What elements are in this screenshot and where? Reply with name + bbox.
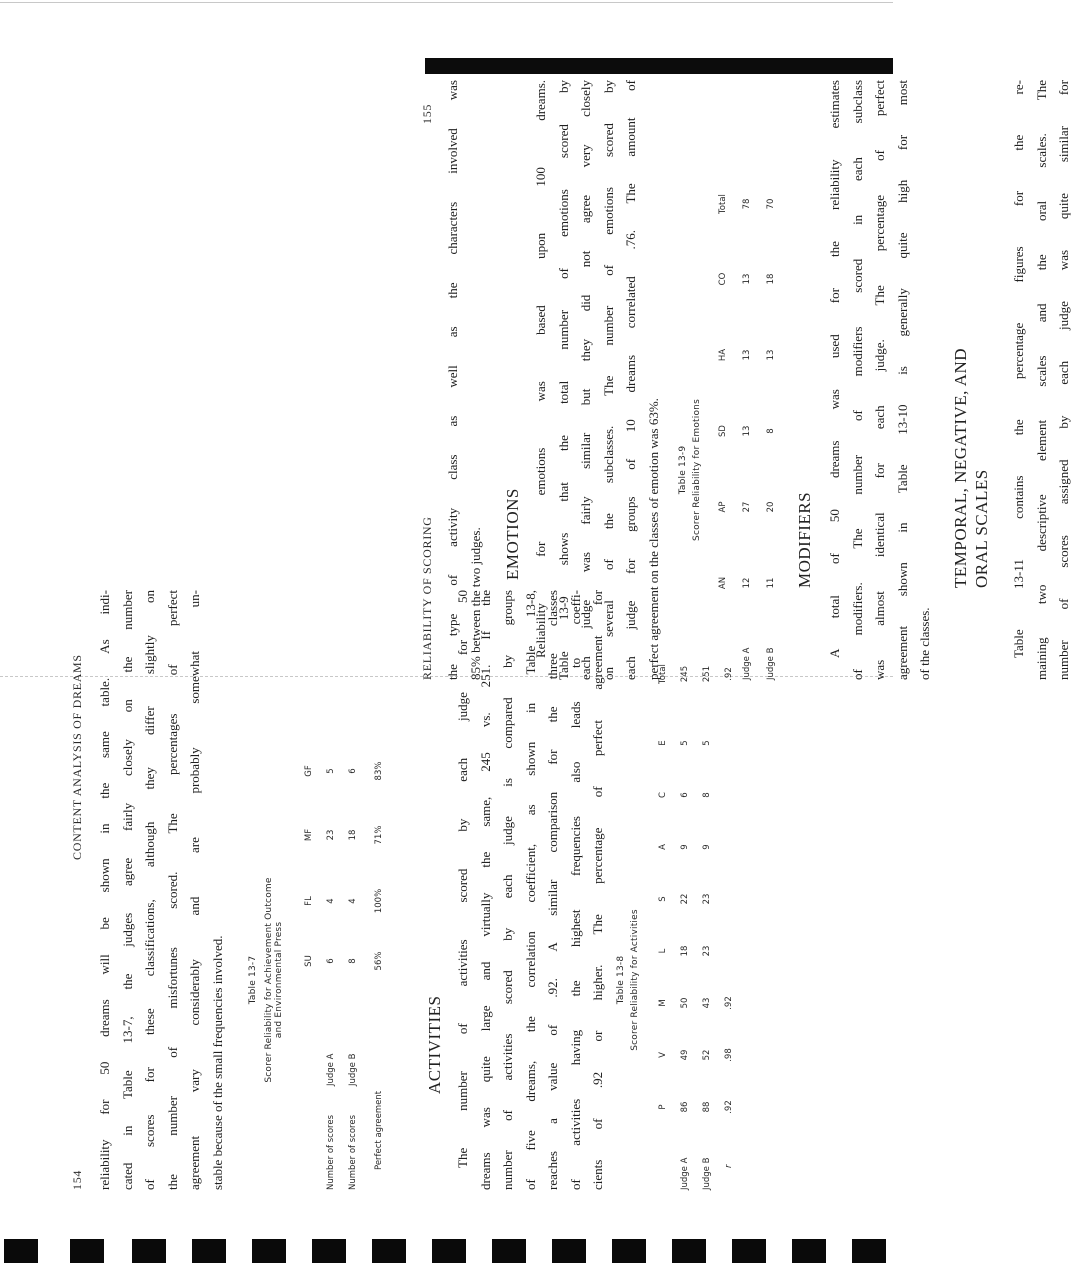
intro-paragraph bbox=[94, 590, 229, 1190]
table-cell: 23 bbox=[702, 893, 712, 905]
table-cell: .92 bbox=[724, 667, 734, 681]
row-label: r bbox=[724, 1164, 734, 1168]
table-cell: .92 bbox=[724, 1100, 734, 1114]
running-head: CONTENT ANALYSIS OF DREAMS bbox=[70, 654, 84, 860]
text-line: maining two descriptive element scales and the oral scales. The bbox=[1033, 80, 1049, 680]
table-title: Scorer Reliability for Emotions bbox=[692, 399, 702, 541]
table-cell: 13 bbox=[742, 349, 752, 361]
column-header: E bbox=[658, 740, 668, 746]
binding-hole bbox=[372, 1239, 406, 1263]
table-cell: 18 bbox=[680, 945, 690, 957]
binding-hole bbox=[852, 1239, 886, 1263]
table-cell: 4 bbox=[348, 898, 358, 904]
page-154 bbox=[70, 590, 734, 1190]
text-line: each judge was fairly similar but they did not agree very closely bbox=[578, 80, 593, 680]
table-title: Scorer Reliability for Activities bbox=[630, 909, 640, 1051]
column-header: A bbox=[658, 844, 668, 850]
table-cell: 23 bbox=[326, 829, 336, 841]
text-line: agreement shown in Table 13-10 is generally quite high for most bbox=[894, 80, 910, 680]
table-cell: 13 bbox=[766, 349, 776, 361]
row-label: Perfect agreement bbox=[374, 1090, 384, 1170]
text-line: was almost identical for each judge. The percentage of perfect bbox=[872, 80, 887, 680]
table-cell: 6 bbox=[680, 792, 690, 798]
text-line: Reliability for emotions was based upon 100 dreams. bbox=[533, 80, 548, 658]
table-cell: 251 bbox=[702, 665, 712, 683]
table-cell: 22 bbox=[680, 893, 690, 905]
binding-hole bbox=[4, 1239, 38, 1263]
table-cell: 8 bbox=[766, 428, 776, 434]
text-line: stable because of the small frequencies involved. bbox=[209, 935, 225, 1190]
section-heading-activities: ACTIVITIES bbox=[425, 995, 444, 1094]
column-header: HA bbox=[718, 348, 728, 362]
table-number: Table 13-8 bbox=[616, 955, 626, 1005]
text-line: reaches a value of .92. A similar comparison for the three classes bbox=[545, 590, 560, 1190]
table-cell: 9 bbox=[702, 844, 712, 850]
table-cell: 5 bbox=[702, 740, 712, 746]
modifiers-paragraph bbox=[824, 80, 937, 680]
table-cell: 4 bbox=[326, 898, 336, 904]
column-header: C bbox=[658, 792, 668, 798]
table-cell: .98 bbox=[724, 1048, 734, 1062]
binding-hole bbox=[492, 1239, 526, 1263]
running-head: RELIABILITY OF SCORING bbox=[420, 516, 434, 680]
table-cell: 23 bbox=[702, 945, 712, 957]
table-title: and Environmental Press bbox=[274, 921, 284, 1039]
activities-paragraph bbox=[452, 590, 610, 1190]
text-line: agreement vary considerably and are probably somewhat un- bbox=[187, 590, 202, 1190]
table-row bbox=[702, 590, 716, 1190]
column-header: Total bbox=[718, 194, 728, 214]
table-cell: 43 bbox=[702, 997, 712, 1009]
table-cell: 245 bbox=[680, 665, 690, 683]
text-line: of scores for these classifications, although they differ slightly on bbox=[142, 590, 157, 1190]
binding-hole bbox=[312, 1239, 346, 1263]
table-title: Scorer Reliability for Achievement Outcome bbox=[264, 877, 274, 1083]
emotions-paragraph bbox=[530, 80, 665, 680]
text-line: on several of the subclasses. The number of emotions scored by bbox=[600, 80, 616, 680]
text-line: of activities having the highest frequencies also leads to coeffi- bbox=[567, 590, 583, 1190]
text-line: each judge for groups of 10 dreams correlated .76. The amount of bbox=[623, 80, 638, 680]
column-header: M bbox=[658, 999, 668, 1007]
table-cell: 18 bbox=[348, 829, 358, 841]
table-row bbox=[766, 80, 780, 680]
table-cell: 70 bbox=[766, 198, 776, 210]
table-row bbox=[724, 590, 738, 1190]
text-line: Table 13-9 shows that the total number of emotions scored by bbox=[555, 80, 571, 680]
table-cell: 5 bbox=[326, 768, 336, 774]
binding-hole bbox=[792, 1239, 826, 1263]
page-number: 155 bbox=[420, 103, 434, 124]
text-line: reliability for 50 dreams will be shown in the same table. As indi- bbox=[97, 590, 112, 1190]
section-heading-modifiers: MODIFIERS bbox=[795, 491, 814, 588]
table-13-8 bbox=[658, 590, 738, 1190]
top-edge-line bbox=[0, 2, 893, 3]
row-label: Judge B bbox=[702, 1157, 712, 1190]
column-header: CO bbox=[718, 272, 728, 286]
binding-hole bbox=[432, 1239, 466, 1263]
table-cell: 27 bbox=[742, 501, 752, 513]
table-13-7 bbox=[304, 590, 414, 1190]
binding-hole bbox=[612, 1239, 646, 1263]
text-line: number of scores assigned by each judge was quite similar for bbox=[1056, 80, 1071, 680]
table-cell: 49 bbox=[680, 1049, 690, 1061]
table-13-9 bbox=[718, 80, 788, 680]
page-155 bbox=[420, 80, 1071, 680]
column-header: AN bbox=[718, 576, 728, 590]
text-line: A total of 50 dreams was used for the reliability estimates bbox=[827, 80, 842, 658]
table-cell: 8 bbox=[702, 792, 712, 798]
table-cell: 52 bbox=[702, 1049, 712, 1061]
text-line: cients of .92 or higher. The percentage of perfect agreement for bbox=[590, 590, 605, 1190]
table-number: Table 13-7 bbox=[248, 955, 258, 1005]
table-header-row bbox=[304, 590, 318, 1190]
table-cell: 88 bbox=[702, 1101, 712, 1113]
column-header: GF bbox=[304, 765, 314, 777]
table-cell: 6 bbox=[348, 768, 358, 774]
table-cell: 8 bbox=[348, 958, 358, 964]
table-cell: 11 bbox=[766, 577, 776, 589]
table-cell: 50 bbox=[680, 997, 690, 1009]
page-edge-shadow bbox=[425, 58, 893, 74]
table-header-row bbox=[718, 80, 732, 680]
row-judge: Judge B bbox=[348, 1053, 358, 1086]
column-header: FL bbox=[304, 896, 314, 906]
page-number: 154 bbox=[70, 1169, 84, 1190]
table-cell: 13 bbox=[742, 425, 752, 437]
column-header: SU bbox=[304, 955, 314, 967]
binding-hole bbox=[552, 1239, 586, 1263]
intro-paragraph bbox=[442, 80, 487, 680]
heading-line: ORAL SCALES bbox=[972, 469, 991, 588]
column-header: P bbox=[658, 1104, 668, 1110]
heading-line: TEMPORAL, NEGATIVE, AND bbox=[951, 347, 970, 588]
text-line: perfect agreement on the classes of emotion was 63%. bbox=[645, 398, 661, 680]
table-13-7-caption bbox=[248, 770, 284, 1190]
row-label: Number of scores bbox=[348, 1114, 358, 1190]
binding-hole bbox=[672, 1239, 706, 1263]
table-cell: 6 bbox=[326, 958, 336, 964]
text-line: number of activities scored by each judge is compared by groups bbox=[500, 590, 515, 1190]
text-line: the number of misfortunes scored. The percentages of perfect bbox=[164, 590, 180, 1190]
text-line: cated in Table 13-7, the judges agree fairly closely on the number bbox=[119, 590, 135, 1190]
column-header: V bbox=[658, 1052, 668, 1058]
column-header: SD bbox=[718, 425, 728, 437]
row-label: Judge B bbox=[766, 647, 776, 680]
table-cell: 9 bbox=[680, 844, 690, 850]
row-label: Judge A bbox=[680, 1157, 690, 1190]
text-line: 85% between the two judges. bbox=[467, 527, 483, 680]
table-cell: .92 bbox=[724, 996, 734, 1010]
row-label: Judge A bbox=[742, 647, 752, 680]
table-row bbox=[326, 590, 340, 1190]
text-line: of the classes. bbox=[917, 607, 932, 680]
table-cell: 20 bbox=[766, 501, 776, 513]
table-row bbox=[348, 590, 362, 1190]
table-cell: 83% bbox=[374, 761, 384, 781]
column-header: L bbox=[658, 948, 668, 954]
text-line: Table 13-11 contains the percentage figures for the re- bbox=[1011, 80, 1026, 658]
table-cell: 71% bbox=[374, 825, 384, 845]
table-cell: 18 bbox=[766, 273, 776, 285]
table-cell: 5 bbox=[680, 740, 690, 746]
table-row bbox=[374, 590, 388, 1190]
column-header: S bbox=[658, 896, 668, 902]
binding-hole bbox=[192, 1239, 226, 1263]
row-judge: Judge A bbox=[326, 1053, 336, 1086]
text-line: dreams was quite large and virtually the same, 245 vs. 251. If the bbox=[477, 590, 493, 1190]
temporal-paragraph bbox=[1008, 80, 1076, 680]
text-line: of five dreams, the correlation coefficient, as shown in Table 13-8, bbox=[522, 590, 538, 1190]
section-heading-temporal bbox=[950, 348, 992, 588]
table-header-row bbox=[658, 590, 672, 1190]
text-line: The number of activities scored by each judge for 50 bbox=[455, 590, 470, 1168]
binding-hole bbox=[252, 1239, 286, 1263]
table-number: Table 13-9 bbox=[678, 445, 688, 495]
column-header: AP bbox=[718, 501, 728, 513]
row-label: Number of scores bbox=[326, 1114, 336, 1190]
table-cell: 13 bbox=[742, 273, 752, 285]
table-cell: 78 bbox=[742, 198, 752, 210]
text-line: of modifiers. The number of modifiers scored in each subclass bbox=[849, 80, 865, 680]
column-header: Total bbox=[658, 664, 668, 684]
table-13-8-caption bbox=[616, 770, 640, 1190]
binding-hole bbox=[70, 1239, 104, 1263]
table-13-9-caption bbox=[678, 260, 702, 680]
binding-hole bbox=[732, 1239, 766, 1263]
table-cell: 100% bbox=[374, 888, 384, 914]
table-cell: 12 bbox=[742, 577, 752, 589]
table-cell: 56% bbox=[374, 951, 384, 971]
section-heading-emotions: EMOTIONS bbox=[503, 488, 522, 580]
binding-hole bbox=[132, 1239, 166, 1263]
table-row bbox=[680, 590, 694, 1190]
column-header: MF bbox=[304, 828, 314, 842]
table-cell: 86 bbox=[680, 1101, 690, 1113]
text-line: the type of activity class as well as the characters involved was bbox=[445, 80, 460, 680]
table-row bbox=[742, 80, 756, 680]
